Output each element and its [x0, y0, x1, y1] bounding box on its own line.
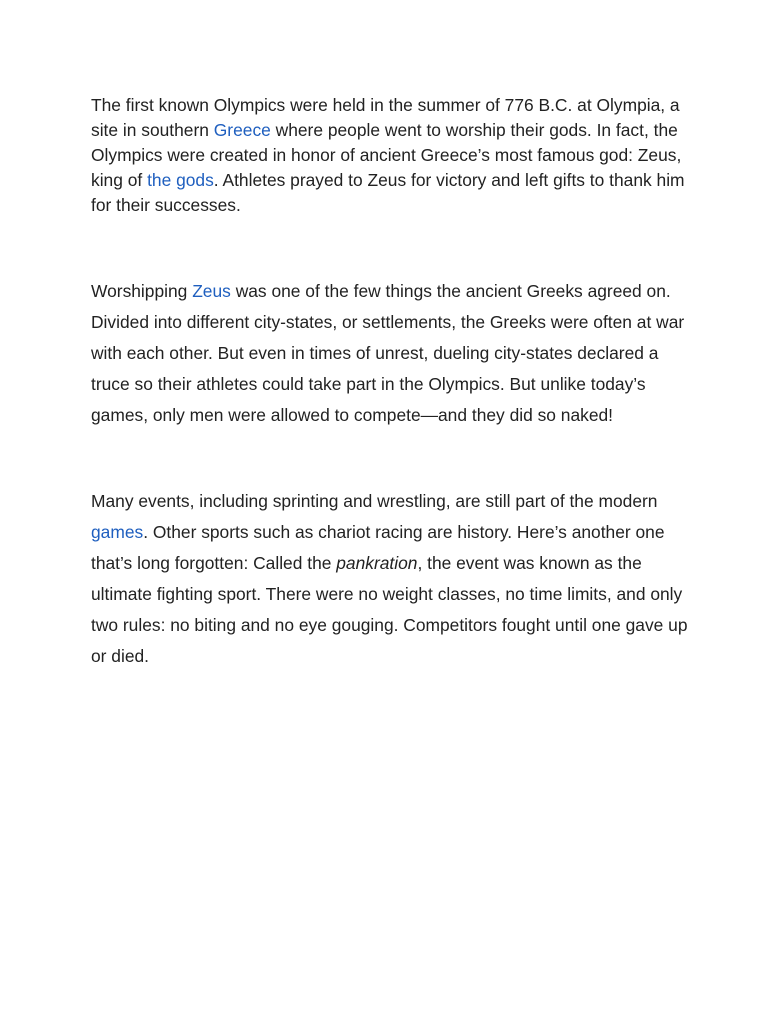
- paragraph-1-text-3: . Athletes prayed to Zeus for victory and left gifts to thank him for their successes.: [91, 170, 685, 215]
- link-games[interactable]: games: [91, 522, 144, 542]
- paragraph-3-text-1: Many events, including sprinting and wrestling, are still part of the modern: [91, 491, 658, 511]
- link-the-gods[interactable]: the gods: [147, 170, 214, 190]
- pankration-term: pankration: [336, 553, 418, 573]
- paragraph-1: [91, 93, 691, 218]
- paragraph-2: [91, 276, 691, 431]
- paragraph-2-text-2: was one of the few things the ancient Greeks agreed on. Divided into different city-states, or settlements, the Greeks were often at war with each other. But even in times of unrest, dueling city-states declared a truce so their athletes could take part in the Olympics. But unlike today’s games, only men were allowed to compete—and they did so naked!: [91, 281, 685, 425]
- link-greece[interactable]: Greece: [213, 120, 271, 140]
- paragraph-3: [91, 486, 691, 672]
- link-zeus[interactable]: Zeus: [192, 281, 231, 301]
- paragraph-3-text-2: . Other sports such as chariot racing are history. Here’s another one that’s long forgotten: Called the: [91, 522, 665, 573]
- paragraph-1-text-2: where people went to worship their gods. In fact, the Olympics were created in honor of ancient Greece’s most famous god: Zeus, king of: [91, 120, 682, 190]
- paragraph-3-text-3: , the event was known as the ultimate fighting sport. There were no weight classes, no time limits, and only two rules: no biting and no eye gouging. Competitors fought until one gave up or died.: [91, 553, 688, 666]
- paragraph-2-text-1: Worshipping: [91, 281, 193, 301]
- paragraph-1-text-1: The first known Olympics were held in the summer of 776 B.C. at Olympia, a site in southern: [91, 95, 680, 140]
